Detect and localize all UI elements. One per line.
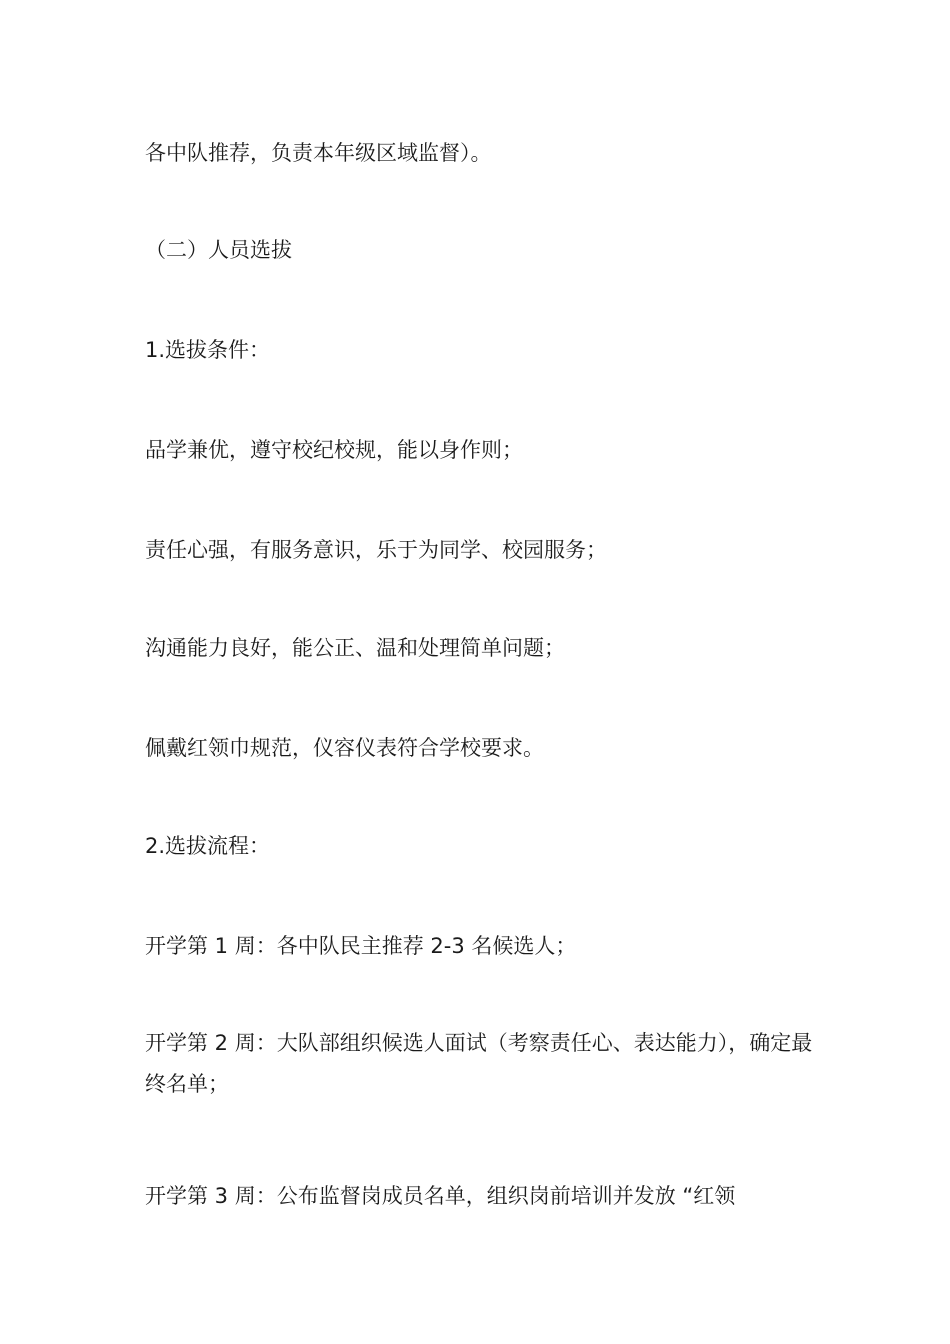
list-item: 佩戴红领巾规范，仪容仪表符合学校要求。 bbox=[145, 736, 544, 760]
subsection-heading: 2.选拔流程： bbox=[145, 834, 271, 858]
list-item: 开学第 2 周：大队部组织候选人面试（考察责任心、表达能力），确定最终名单； bbox=[145, 1031, 813, 1096]
subsection-heading: 1.选拔条件： bbox=[145, 338, 271, 362]
paragraph-text: 各中队推荐，负责本年级区域监督）。 bbox=[145, 141, 492, 165]
section-heading: （二）人员选拔 bbox=[145, 238, 292, 262]
list-item: 品学兼优，遵守校纪校规，能以身作则； bbox=[145, 438, 523, 462]
list-item: 开学第 1 周：各中队民主推荐 2-3 名候选人； bbox=[145, 934, 577, 958]
list-item: 开学第 3 周：公布监督岗成员名单，组织岗前培训并发放 “红领 bbox=[145, 1184, 736, 1208]
list-item: 沟通能力良好，能公正、温和处理简单问题； bbox=[145, 636, 565, 660]
list-item: 责任心强，有服务意识，乐于为同学、校园服务； bbox=[145, 538, 607, 562]
